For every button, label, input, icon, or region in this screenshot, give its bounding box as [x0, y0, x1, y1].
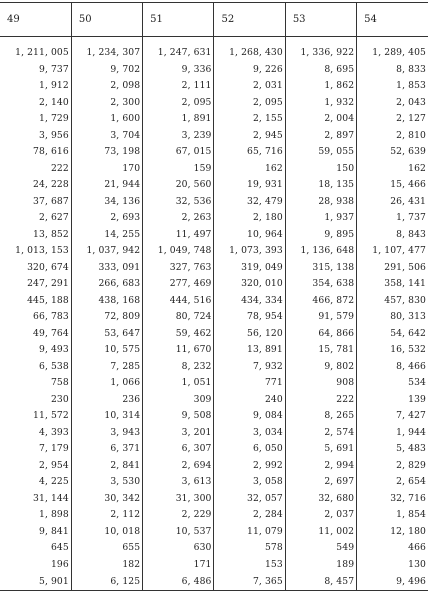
table-cell: 1, 247, 631	[143, 37, 214, 62]
table-cell: 26, 431	[357, 194, 428, 211]
table-cell: 37, 687	[33, 195, 69, 207]
table-row	[0, 392, 428, 409]
table-cell: 2, 627	[39, 212, 69, 224]
table-cell: 59, 462	[143, 326, 214, 343]
column-header: 50	[71, 3, 142, 37]
table-cell: 19, 931	[214, 177, 285, 194]
table-cell: 434, 334	[214, 293, 285, 310]
table-cell: 3, 058	[214, 474, 285, 491]
table-cell: 162	[357, 161, 428, 178]
table-cell: 139	[357, 392, 428, 409]
table-cell: 3, 530	[71, 474, 142, 491]
table-cell: 24, 228	[33, 179, 69, 191]
table-cell: 9, 493	[39, 344, 69, 356]
column-header: 52	[214, 3, 285, 37]
table-cell: 1, 073, 393	[214, 243, 285, 260]
table-cell: 5, 483	[357, 441, 428, 458]
table-cell: 2, 829	[357, 458, 428, 475]
table-cell: 32, 680	[285, 491, 356, 508]
table-cell: 66, 783	[33, 311, 69, 323]
header-row	[0, 3, 428, 37]
table-row	[0, 260, 428, 277]
table-cell: 65, 716	[214, 144, 285, 161]
table-cell: 655	[71, 540, 142, 557]
table-cell: 21, 944	[71, 177, 142, 194]
table-cell: 2, 300	[71, 95, 142, 112]
table-cell: 64, 866	[285, 326, 356, 343]
table-cell: 10, 314	[71, 408, 142, 425]
table-row	[0, 293, 428, 310]
table-cell: 53, 647	[71, 326, 142, 343]
table-cell: 327, 763	[143, 260, 214, 277]
table-cell: 758	[50, 377, 69, 389]
table-cell: 18, 135	[285, 177, 356, 194]
table-row	[0, 375, 428, 392]
table-cell: 9, 226	[214, 62, 285, 79]
table-cell: 150	[285, 161, 356, 178]
column-header: 49	[0, 3, 71, 37]
table-row	[0, 507, 428, 524]
table-cell: 2, 994	[285, 458, 356, 475]
table-cell: 1, 737	[357, 210, 428, 227]
table-cell: 2, 229	[143, 507, 214, 524]
table-cell: 3, 239	[143, 128, 214, 145]
statistics-table	[0, 2, 428, 591]
table-row	[0, 425, 428, 442]
table-row	[0, 557, 428, 574]
table-cell: 32, 536	[143, 194, 214, 211]
table-cell: 2, 037	[285, 507, 356, 524]
table-cell: 277, 469	[143, 276, 214, 293]
table-cell: 354, 638	[285, 276, 356, 293]
table-cell: 247, 291	[27, 278, 69, 290]
table-cell: 1, 898	[39, 509, 69, 521]
table-cell: 1, 600	[71, 111, 142, 128]
table-row	[0, 227, 428, 244]
table-cell: 2, 031	[214, 78, 285, 95]
table-cell: 14, 255	[71, 227, 142, 244]
table-cell: 1, 066	[71, 375, 142, 392]
table-cell: 159	[143, 161, 214, 178]
table-cell: 80, 724	[143, 309, 214, 326]
table-cell: 2, 694	[143, 458, 214, 475]
table-cell: 2, 095	[214, 95, 285, 112]
table-cell: 9, 702	[71, 62, 142, 79]
table-cell: 1, 862	[285, 78, 356, 95]
table-cell: 3, 613	[143, 474, 214, 491]
table-row	[0, 276, 428, 293]
table-cell: 10, 537	[143, 524, 214, 541]
table-row	[0, 37, 428, 62]
table-row	[0, 441, 428, 458]
table-cell: 170	[71, 161, 142, 178]
table-cell: 2, 155	[214, 111, 285, 128]
table-cell: 78, 616	[33, 146, 69, 158]
table-cell: 49, 764	[33, 327, 69, 339]
table-row	[0, 243, 428, 260]
table-cell: 315, 138	[285, 260, 356, 277]
table-cell: 9, 802	[285, 359, 356, 376]
table-cell: 8, 695	[285, 62, 356, 79]
table-cell: 11, 079	[214, 524, 285, 541]
table-cell: 466	[357, 540, 428, 557]
table-cell: 320, 674	[27, 261, 69, 273]
table-cell: 8, 466	[357, 359, 428, 376]
table-cell: 32, 057	[214, 491, 285, 508]
table-cell: 2, 992	[214, 458, 285, 475]
table-cell: 438, 168	[71, 293, 142, 310]
table-cell: 2, 841	[71, 458, 142, 475]
table-cell: 8, 265	[285, 408, 356, 425]
table-cell: 2, 004	[285, 111, 356, 128]
table-cell: 28, 938	[285, 194, 356, 211]
table-cell: 20, 560	[143, 177, 214, 194]
table-cell: 2, 127	[357, 111, 428, 128]
table-cell: 6, 050	[214, 441, 285, 458]
table-cell: 2, 945	[214, 128, 285, 145]
table-cell: 196	[50, 558, 69, 570]
column-header: 54	[357, 3, 428, 37]
table-cell: 8, 457	[285, 574, 356, 591]
table-cell: 2, 574	[285, 425, 356, 442]
table-cell: 32, 479	[214, 194, 285, 211]
table-cell: 3, 201	[143, 425, 214, 442]
table-cell: 1, 289, 405	[357, 37, 428, 62]
table-cell: 9, 508	[143, 408, 214, 425]
table-cell: 7, 285	[71, 359, 142, 376]
table-header	[0, 3, 428, 37]
table-cell: 2, 111	[143, 78, 214, 95]
table-cell: 52, 639	[357, 144, 428, 161]
table-cell: 10, 018	[71, 524, 142, 541]
table-cell: 67, 015	[143, 144, 214, 161]
table-cell: 3, 704	[71, 128, 142, 145]
table-row	[0, 111, 428, 128]
table-row	[0, 128, 428, 145]
table-cell: 358, 141	[357, 276, 428, 293]
table-cell: 78, 954	[214, 309, 285, 326]
table-row	[0, 540, 428, 557]
table-cell: 771	[214, 375, 285, 392]
table-cell: 908	[285, 375, 356, 392]
table-cell: 8, 833	[357, 62, 428, 79]
table-cell: 1, 013, 153	[15, 245, 69, 257]
table-cell: 3, 956	[39, 129, 69, 141]
table-cell: 8, 843	[357, 227, 428, 244]
table-row	[0, 342, 428, 359]
table-cell: 9, 737	[39, 63, 69, 75]
table-cell: 6, 538	[39, 360, 69, 372]
table-cell: 5, 901	[0, 574, 71, 591]
table-cell: 182	[71, 557, 142, 574]
table-cell: 549	[285, 540, 356, 557]
table-cell: 6, 371	[71, 441, 142, 458]
table-cell: 2, 810	[357, 128, 428, 145]
table-row	[0, 62, 428, 79]
table-cell: 2, 180	[214, 210, 285, 227]
table-cell: 333, 091	[71, 260, 142, 277]
table-cell: 2, 043	[357, 95, 428, 112]
table-cell: 1, 211, 005	[15, 47, 69, 58]
table-cell: 11, 572	[33, 410, 69, 422]
table-cell: 9, 336	[143, 62, 214, 79]
table-cell: 13, 891	[214, 342, 285, 359]
table-cell: 445, 188	[27, 294, 69, 306]
table-cell: 1, 107, 477	[357, 243, 428, 260]
table-cell: 59, 055	[285, 144, 356, 161]
table-cell: 11, 497	[143, 227, 214, 244]
table-cell: 7, 179	[39, 443, 69, 455]
table-cell: 1, 937	[285, 210, 356, 227]
table-cell: 444, 516	[143, 293, 214, 310]
table-cell: 171	[143, 557, 214, 574]
table-cell: 32, 716	[357, 491, 428, 508]
table-cell: 2, 954	[39, 459, 69, 471]
table-cell: 56, 120	[214, 326, 285, 343]
table-row	[0, 309, 428, 326]
table-cell: 1, 729	[39, 113, 69, 125]
table-row	[0, 144, 428, 161]
table-cell: 319, 049	[214, 260, 285, 277]
table-cell: 2, 263	[143, 210, 214, 227]
table-cell: 3, 034	[214, 425, 285, 442]
table-cell: 466, 872	[285, 293, 356, 310]
table-row	[0, 326, 428, 343]
table-cell: 2, 693	[71, 210, 142, 227]
table-cell: 222	[50, 162, 69, 174]
table-cell: 630	[143, 540, 214, 557]
table-cell: 10, 575	[71, 342, 142, 359]
table-cell: 91, 579	[285, 309, 356, 326]
table-cell: 162	[214, 161, 285, 178]
table-cell: 1, 136, 648	[285, 243, 356, 260]
table-cell: 266, 683	[71, 276, 142, 293]
table-cell: 645	[50, 542, 69, 554]
table-cell: 72, 809	[71, 309, 142, 326]
table-cell: 1, 268, 430	[214, 37, 285, 62]
table-row	[0, 359, 428, 376]
table-row	[0, 458, 428, 475]
table-cell: 578	[214, 540, 285, 557]
table-cell: 2, 897	[285, 128, 356, 145]
table-cell: 5, 691	[285, 441, 356, 458]
table-cell: 2, 095	[143, 95, 214, 112]
table-cell: 31, 144	[33, 492, 69, 504]
table-cell: 4, 225	[39, 476, 69, 488]
table-cell: 8, 232	[143, 359, 214, 376]
table-cell: 240	[214, 392, 285, 409]
table-cell: 236	[71, 392, 142, 409]
table-cell: 1, 336, 922	[285, 37, 356, 62]
table-cell: 80, 313	[357, 309, 428, 326]
table-row	[0, 161, 428, 178]
table-cell: 457, 830	[357, 293, 428, 310]
table-cell: 230	[50, 393, 69, 405]
table-cell: 153	[214, 557, 285, 574]
table-cell: 1, 051	[143, 375, 214, 392]
table-cell: 2, 654	[357, 474, 428, 491]
table-cell: 11, 002	[285, 524, 356, 541]
table-cell: 4, 393	[39, 426, 69, 438]
table-cell: 7, 365	[214, 574, 285, 591]
table-cell: 9, 084	[214, 408, 285, 425]
table-cell: 6, 307	[143, 441, 214, 458]
table-row	[0, 574, 428, 591]
table-cell: 7, 932	[214, 359, 285, 376]
table-cell: 2, 098	[71, 78, 142, 95]
table-body	[0, 37, 428, 591]
table-row	[0, 491, 428, 508]
table-cell: 9, 895	[285, 227, 356, 244]
column-header: 51	[143, 3, 214, 37]
table-cell: 1, 049, 748	[143, 243, 214, 260]
table-row	[0, 524, 428, 541]
table-row	[0, 95, 428, 112]
table-row	[0, 177, 428, 194]
table-cell: 9, 841	[39, 525, 69, 537]
table-cell: 13, 852	[33, 228, 69, 240]
table-row	[0, 408, 428, 425]
table-cell: 34, 136	[71, 194, 142, 211]
table-cell: 2, 140	[39, 96, 69, 108]
table-cell: 15, 781	[285, 342, 356, 359]
table-cell: 15, 466	[357, 177, 428, 194]
table-cell: 7, 427	[357, 408, 428, 425]
column-header: 53	[285, 3, 356, 37]
table-cell: 6, 125	[71, 574, 142, 591]
table-cell: 2, 284	[214, 507, 285, 524]
table-row	[0, 194, 428, 211]
table-row	[0, 474, 428, 491]
table-cell: 222	[285, 392, 356, 409]
table-cell: 1, 854	[357, 507, 428, 524]
table-cell: 130	[357, 557, 428, 574]
table-cell: 10, 964	[214, 227, 285, 244]
table-row	[0, 210, 428, 227]
table-cell: 1, 912	[39, 80, 69, 92]
table-cell: 1, 944	[357, 425, 428, 442]
table-cell: 1, 234, 307	[71, 37, 142, 62]
table-cell: 54, 642	[357, 326, 428, 343]
table-cell: 320, 010	[214, 276, 285, 293]
table-cell: 291, 506	[357, 260, 428, 277]
table-cell: 309	[143, 392, 214, 409]
table-cell: 1, 932	[285, 95, 356, 112]
table-cell: 9, 496	[357, 574, 428, 591]
table-cell: 31, 300	[143, 491, 214, 508]
table-cell: 73, 198	[71, 144, 142, 161]
table-cell: 1, 037, 942	[71, 243, 142, 260]
table-cell: 30, 342	[71, 491, 142, 508]
table-cell: 3, 943	[71, 425, 142, 442]
table-cell: 1, 891	[143, 111, 214, 128]
table-cell: 11, 670	[143, 342, 214, 359]
table-cell: 1, 853	[357, 78, 428, 95]
table-cell: 12, 180	[357, 524, 428, 541]
table-cell: 2, 697	[285, 474, 356, 491]
table-cell: 534	[357, 375, 428, 392]
table-cell: 6, 486	[143, 574, 214, 591]
table-cell: 16, 532	[357, 342, 428, 359]
table-cell: 189	[285, 557, 356, 574]
table-cell: 2, 112	[71, 507, 142, 524]
table-row	[0, 78, 428, 95]
